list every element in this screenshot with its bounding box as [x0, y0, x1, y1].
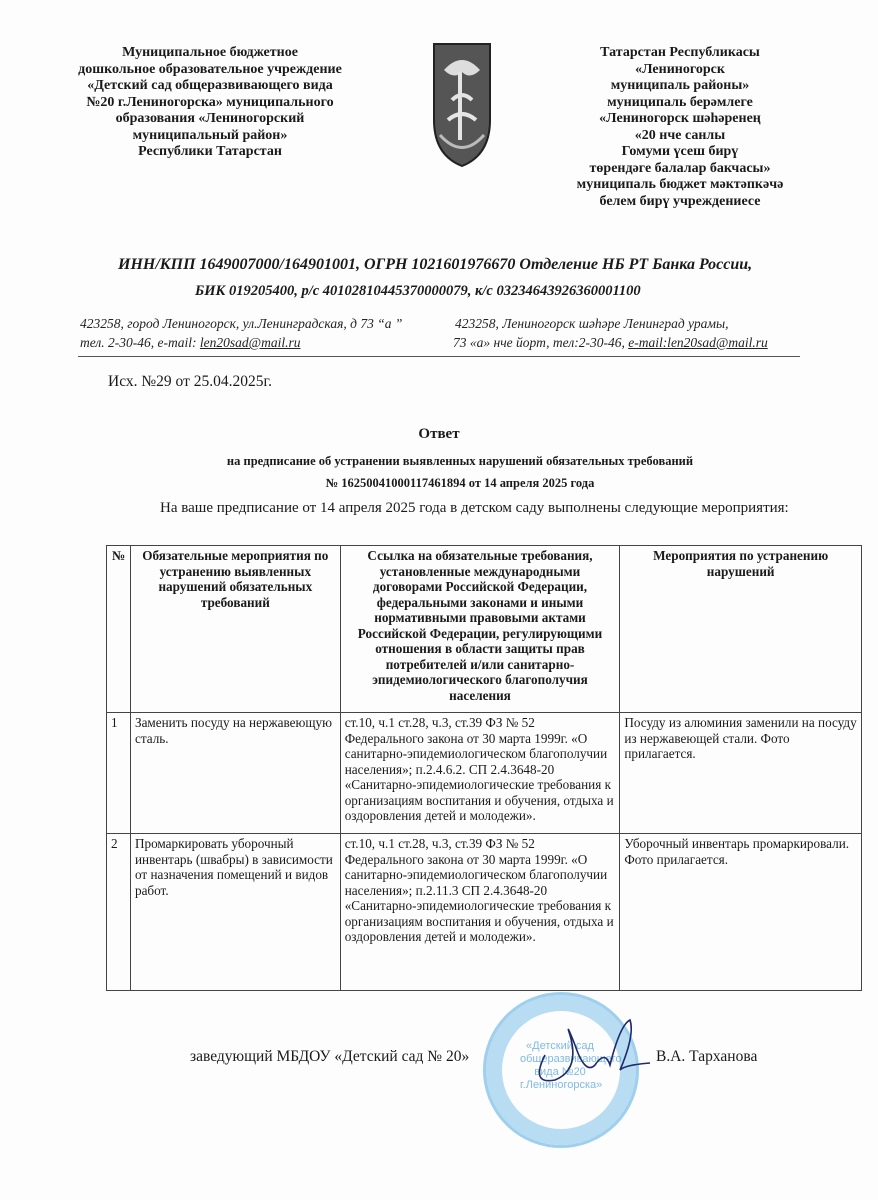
letterhead-line: белем бирү учреждениесе [599, 193, 761, 209]
column-header: № [107, 546, 131, 713]
letterhead-line: дошкольное образовательное учреждение [78, 61, 342, 77]
table-cell: ст.10, ч.1 ст.28, ч.3, ст.39 ФЗ № 52 Федерального закона от 30 марта 1999г. «О санитарно-эпидемиологическом благополучии населения»; п.2.11.3 СП 2.4.3648-20 «Санитарно-эпидемиологические требования к организациям воспитания и обучения, отдыха и оздоровления детей и молодежи». [340, 834, 620, 991]
bank-details-line2: БИК 019205400, р/с 40102810445370000079, к/с 03234643926360001100 [195, 283, 641, 299]
intro-text: На ваше предписание от 14 апреля 2025 года в детском саду выполнены следующие мероприятия: [160, 500, 789, 516]
letterhead-line: Гомуми үсеш бирү [621, 144, 739, 159]
letterhead-line: Муниципальное бюджетное [122, 45, 298, 60]
table-cell: Промаркировать уборочный инвентарь (швабры) в зависимости от назначения помещений и видов работ. [130, 834, 340, 991]
letterhead-line: «Лениногорск шәһәренең [599, 111, 761, 126]
outgoing-number: Исх. №29 от 25.04.2025г. [108, 373, 272, 390]
letterhead-line: муниципаль районы» [610, 78, 750, 93]
letterhead-right [540, 45, 820, 210]
letterhead-left [60, 45, 360, 161]
column-header: Мероприятия по устранению нарушений [620, 546, 862, 713]
letterhead-line: №20 г.Лениногорска» муниципального [86, 94, 334, 110]
address-line: 423258, город Лениногорск, ул.Ленинградская, д 73 “а ” [80, 316, 403, 331]
signatory-name: В.А. Тарханова [656, 1048, 758, 1065]
stamp-text: «Детский сад общеразвивающего вида №20 г.Лениногорска» [520, 1040, 622, 1091]
handwritten-signature [525, 1015, 655, 1090]
letterhead-line: образования «Лениногорский [115, 111, 305, 126]
letterhead-line: Республики Татарстан [138, 144, 282, 159]
table-row [107, 713, 862, 834]
table-cell: ст.10, ч.1 ст.28, ч.3, ст.39 ФЗ № 52 Федерального закона от 30 марта 1999г. «О санитарно-эпидемиологическом благополучии населения»; п.2.4.6.2. СП 2.4.3648-20 «Санитарно-эпидемиологические требования к организациям воспитания и обучения, отдыха и оздоровления детей и молодежи». [340, 713, 620, 834]
letterhead-line: «Лениногорск [635, 61, 725, 77]
email-link[interactable]: e-mail:len20sad@mail.ru [628, 335, 768, 350]
table-row [107, 834, 862, 991]
phone-text: тел. 2-30-46, e-mail: [80, 335, 200, 350]
email-link[interactable]: len20sad@mail.ru [199, 335, 301, 350]
letterhead-line: төрендәге балалар бакчасы» [589, 160, 771, 176]
column-header: Ссылка на обязательные требования, установленные международными договорами Российской Федерации, федеральными законами и иными нормативными правовыми актами Российской Федерации, регулирующими отношения в области защиты прав потребителей и/или санитарно-эпидемиологического благополучия населения [340, 546, 620, 713]
letterhead-line: муниципальный район» [132, 127, 288, 143]
measures-table [106, 545, 862, 991]
address-line: 423258, Лениногорск шәһәре Ленинград урамы, [455, 316, 729, 331]
signatory-position: заведующий МБДОУ «Детский сад № 20» [190, 1048, 470, 1065]
letterhead-line: муниципаль бюджет мәктәпкәчә [576, 177, 784, 192]
table-cell: Посуду из алюминия заменили на посуду из нержавеющей стали. Фото прилагается. [620, 713, 862, 834]
document-subtitle: на предписание об устранении выявленных нарушений обязательных требований [226, 454, 694, 468]
address-left [80, 314, 402, 352]
column-header: Обязательные мероприятия по устранению выявленных нарушений обязательных требований [130, 546, 340, 713]
letterhead-line: Татарстан Республикасы [600, 45, 760, 60]
coat-of-arms-emblem [430, 40, 494, 170]
table-cell: Заменить посуду на нержавеющую сталь. [130, 713, 340, 834]
address-right [455, 314, 768, 352]
table-cell: 2 [107, 834, 131, 991]
table-cell: Уборочный инвентарь промаркировали. Фото прилагается. [620, 834, 862, 991]
order-number: № 16250041000117461894 от 14 апреля 2025 года [325, 476, 595, 490]
header-divider [78, 356, 800, 357]
letterhead-line: муниципаль берәмлеге [607, 94, 753, 110]
letterhead-line: «Детский сад общеразвивающего вида [87, 78, 333, 93]
table-cell: 1 [107, 713, 131, 834]
letterhead-line: «20 нче санлы [634, 127, 726, 143]
document-title: Ответ [418, 426, 460, 442]
phone-text: 73 «а» нче йорт, тел:2-30-46, [453, 335, 629, 350]
bank-details-line1: ИНН/КПП 1649007000/164901001, ОГРН 1021601976670 Отделение НБ РТ Банка России, [118, 256, 753, 273]
table-header-row [107, 546, 862, 713]
